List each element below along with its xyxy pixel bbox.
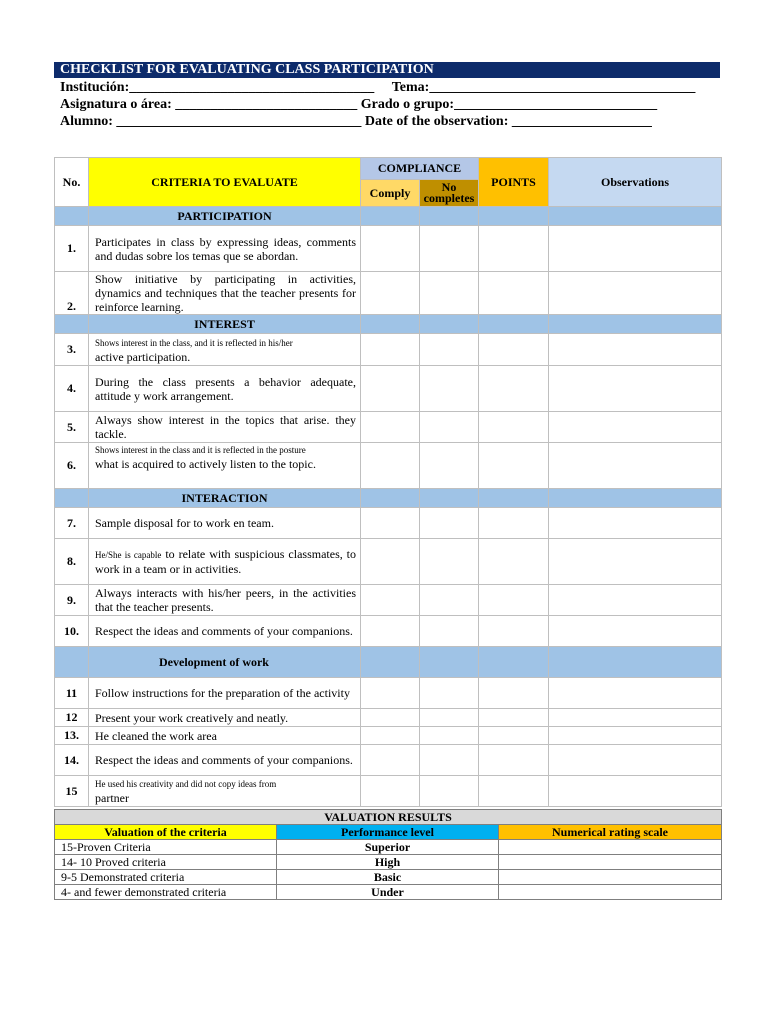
points-cell[interactable] — [479, 443, 549, 489]
observations-cell[interactable] — [549, 709, 722, 727]
no-completes-cell[interactable] — [420, 709, 479, 727]
section-label: INTEREST — [89, 315, 361, 334]
comply-cell[interactable] — [361, 366, 420, 412]
section-development — [55, 647, 722, 678]
valuation-level: Basic — [277, 870, 499, 885]
row-criteria: Respect the ideas and comments of your companions. — [89, 616, 361, 647]
row-number: 9. — [55, 585, 89, 616]
observations-cell[interactable] — [549, 776, 722, 807]
no-completes-cell[interactable] — [420, 539, 479, 585]
observations-cell[interactable] — [549, 678, 722, 709]
row-criteria: partner — [95, 791, 129, 805]
table-row — [55, 508, 722, 539]
comply-cell[interactable] — [361, 585, 420, 616]
points-cell[interactable] — [479, 616, 549, 647]
institucion-label: Institución: — [60, 80, 130, 95]
section-label: INTERACTION — [89, 489, 361, 508]
row-number: 8. — [55, 539, 89, 585]
observations-cell[interactable] — [549, 745, 722, 776]
valuation-scale-cell[interactable] — [499, 870, 722, 885]
row-criteria-small: Shows interest in the class, and it is reflected in his/her — [95, 337, 293, 348]
comply-cell[interactable] — [361, 334, 420, 366]
points-cell[interactable] — [479, 508, 549, 539]
valuation-header-criteria: Valuation of the criteria — [55, 825, 277, 840]
comply-cell[interactable] — [361, 508, 420, 539]
no-completes-cell[interactable] — [420, 272, 479, 315]
row-criteria: He cleaned the work area — [89, 727, 361, 745]
date-label: Date of the observation: — [364, 114, 509, 129]
header-line-institucion — [60, 79, 695, 96]
row-criteria: Always show interest in the topics that arise. they tackle. — [89, 412, 361, 443]
observations-cell[interactable] — [549, 727, 722, 745]
valuation-scale-cell[interactable] — [499, 855, 722, 870]
no-completes-cell[interactable] — [420, 366, 479, 412]
row-number: 11 — [55, 678, 89, 709]
row-criteria: Respect the ideas and comments of your companions. — [89, 745, 361, 776]
row-number: 15 — [55, 776, 89, 807]
row-number: 6. — [55, 443, 89, 489]
table-row — [55, 678, 722, 709]
header-no: No. — [55, 158, 89, 207]
points-cell[interactable] — [479, 366, 549, 412]
no-completes-cell[interactable] — [420, 776, 479, 807]
section-participation — [55, 207, 722, 226]
row-criteria: to relate with suspicious classmates, to work in a team or in activities. — [95, 547, 357, 576]
row-number: 14. — [55, 745, 89, 776]
row-number: 5. — [55, 412, 89, 443]
table-row — [55, 585, 722, 616]
header-criteria: CRITERIA TO EVALUATE — [89, 158, 361, 207]
comply-cell[interactable] — [361, 745, 420, 776]
valuation-level: Superior — [277, 840, 499, 855]
no-completes-cell[interactable] — [420, 585, 479, 616]
valuation-header-scale: Numerical rating scale — [499, 825, 722, 840]
row-criteria: Present your work creatively and neatly. — [89, 709, 361, 727]
row-number: 13. — [55, 727, 89, 745]
row-criteria: Show initiative by participating in activities, dynamics and techniques that the teacher presents for reinforce learning. — [89, 272, 361, 315]
row-criteria: Follow instructions for the preparation of the activity — [89, 678, 361, 709]
table-row — [55, 709, 722, 727]
observations-cell[interactable] — [549, 443, 722, 489]
points-cell[interactable] — [479, 776, 549, 807]
table-row — [55, 745, 722, 776]
observations-cell[interactable] — [549, 585, 722, 616]
points-cell[interactable] — [479, 709, 549, 727]
table-row — [55, 226, 722, 272]
table-row — [55, 727, 722, 745]
grado-blank[interactable]: _____________________________ — [454, 97, 658, 112]
valuation-level: High — [277, 855, 499, 870]
points-cell[interactable] — [479, 412, 549, 443]
points-cell[interactable] — [479, 226, 549, 272]
header-compliance: COMPLIANCE — [361, 158, 479, 180]
tema-label: Tema: — [391, 80, 430, 95]
no-completes-cell[interactable] — [420, 226, 479, 272]
valuation-level: Under — [277, 885, 499, 900]
header-line-asignatura — [60, 96, 657, 113]
section-interaction — [55, 489, 722, 508]
table-row — [55, 272, 722, 315]
observations-cell[interactable] — [549, 539, 722, 585]
section-label: PARTICIPATION — [89, 207, 361, 226]
valuation-table — [54, 809, 722, 900]
valuation-row — [55, 885, 722, 900]
row-criteria: Participates in class by expressing ideas, comments and dudas sobre los temas que se abordan. — [89, 226, 361, 272]
comply-cell[interactable] — [361, 727, 420, 745]
no-completes-cell[interactable] — [420, 334, 479, 366]
valuation-criteria: 14- 10 Proved criteria — [55, 855, 277, 870]
points-cell[interactable] — [479, 678, 549, 709]
row-criteria: Always interacts with his/her peers, in the activities that the teacher presents. — [89, 585, 361, 616]
section-label: Development of work — [89, 647, 361, 678]
alumno-label: Alumno: — [60, 114, 113, 129]
comply-cell[interactable] — [361, 616, 420, 647]
table-row — [55, 539, 722, 585]
valuation-row — [55, 870, 722, 885]
date-blank[interactable]: ____________________ — [511, 114, 652, 129]
asignatura-blank[interactable]: __________________________ — [175, 97, 358, 112]
observations-cell[interactable] — [549, 334, 722, 366]
points-cell[interactable] — [479, 727, 549, 745]
asignatura-label: Asignatura o área: — [60, 97, 172, 112]
no-completes-cell[interactable] — [420, 745, 479, 776]
comply-cell[interactable] — [361, 678, 420, 709]
no-completes-cell[interactable] — [420, 508, 479, 539]
valuation-criteria: 4- and fewer demonstrated criteria — [55, 885, 277, 900]
table-row — [55, 616, 722, 647]
section-interest — [55, 315, 722, 334]
no-completes-cell[interactable] — [420, 616, 479, 647]
no-completes-cell[interactable] — [420, 678, 479, 709]
table-row — [55, 776, 722, 807]
observations-cell[interactable] — [549, 412, 722, 443]
row-criteria: active participation. — [95, 349, 191, 364]
document-title: CHECKLIST FOR EVALUATING CLASS PARTICIPATION — [54, 62, 720, 78]
points-cell[interactable] — [479, 334, 549, 366]
points-cell[interactable] — [479, 745, 549, 776]
valuation-scale-cell[interactable] — [499, 885, 722, 900]
points-cell[interactable] — [479, 585, 549, 616]
row-number: 3. — [55, 334, 89, 366]
observations-cell[interactable] — [549, 508, 722, 539]
header-observations: Observations — [549, 158, 722, 207]
comply-cell[interactable] — [361, 776, 420, 807]
table-row — [55, 366, 722, 412]
row-number: 4. — [55, 366, 89, 412]
row-criteria: Sample disposal for to work en team. — [89, 508, 361, 539]
row-criteria-small: Shows interest in the class and it is reflected in the posture — [95, 445, 306, 455]
table-row — [55, 334, 722, 366]
valuation-row — [55, 855, 722, 870]
observations-cell[interactable] — [549, 272, 722, 315]
criteria-table — [54, 157, 722, 807]
institucion-blank[interactable]: ___________________________________ — [129, 80, 375, 95]
tema-blank[interactable]: ______________________________________ — [429, 80, 696, 95]
row-criteria-small: He used his creativity and did not copy ideas from — [95, 779, 277, 789]
comply-cell[interactable] — [361, 226, 420, 272]
row-number: 10. — [55, 616, 89, 647]
observations-cell[interactable] — [549, 616, 722, 647]
valuation-criteria: 9-5 Demonstrated criteria — [55, 870, 277, 885]
grado-label: Grado o grupo: — [360, 97, 455, 112]
row-number: 7. — [55, 508, 89, 539]
comply-cell[interactable] — [361, 272, 420, 315]
header-points: POINTS — [479, 158, 549, 207]
valuation-header-level: Performance level — [277, 825, 499, 840]
header-comply: Comply — [361, 180, 420, 207]
valuation-title: VALUATION RESULTS — [55, 810, 722, 825]
no-completes-cell[interactable] — [420, 412, 479, 443]
observations-cell[interactable] — [549, 226, 722, 272]
row-criteria: During the class presents a behavior adequate, attitude y work arrangement. — [89, 366, 361, 412]
row-criteria: what is acquired to actively listen to the topic. — [95, 457, 316, 471]
valuation-row — [55, 840, 722, 855]
valuation-criteria: 15-Proven Criteria — [55, 840, 277, 855]
alumno-blank[interactable]: ___________________________________ — [116, 114, 362, 129]
table-row — [55, 412, 722, 443]
row-number: 1. — [55, 226, 89, 272]
row-number: 12 — [55, 709, 89, 727]
comply-cell[interactable] — [361, 412, 420, 443]
points-cell[interactable] — [479, 272, 549, 315]
row-criteria-small: He/She is capable — [95, 550, 162, 560]
observations-cell[interactable] — [549, 366, 722, 412]
no-completes-cell[interactable] — [420, 727, 479, 745]
valuation-scale-cell[interactable] — [499, 840, 722, 855]
comply-cell[interactable] — [361, 539, 420, 585]
no-completes-cell[interactable] — [420, 443, 479, 489]
row-number: 2. — [55, 272, 89, 315]
table-row — [55, 443, 722, 489]
header-line-alumno — [60, 113, 652, 130]
header-no-completes: No completes — [420, 180, 479, 207]
points-cell[interactable] — [479, 539, 549, 585]
comply-cell[interactable] — [361, 443, 420, 489]
comply-cell[interactable] — [361, 709, 420, 727]
